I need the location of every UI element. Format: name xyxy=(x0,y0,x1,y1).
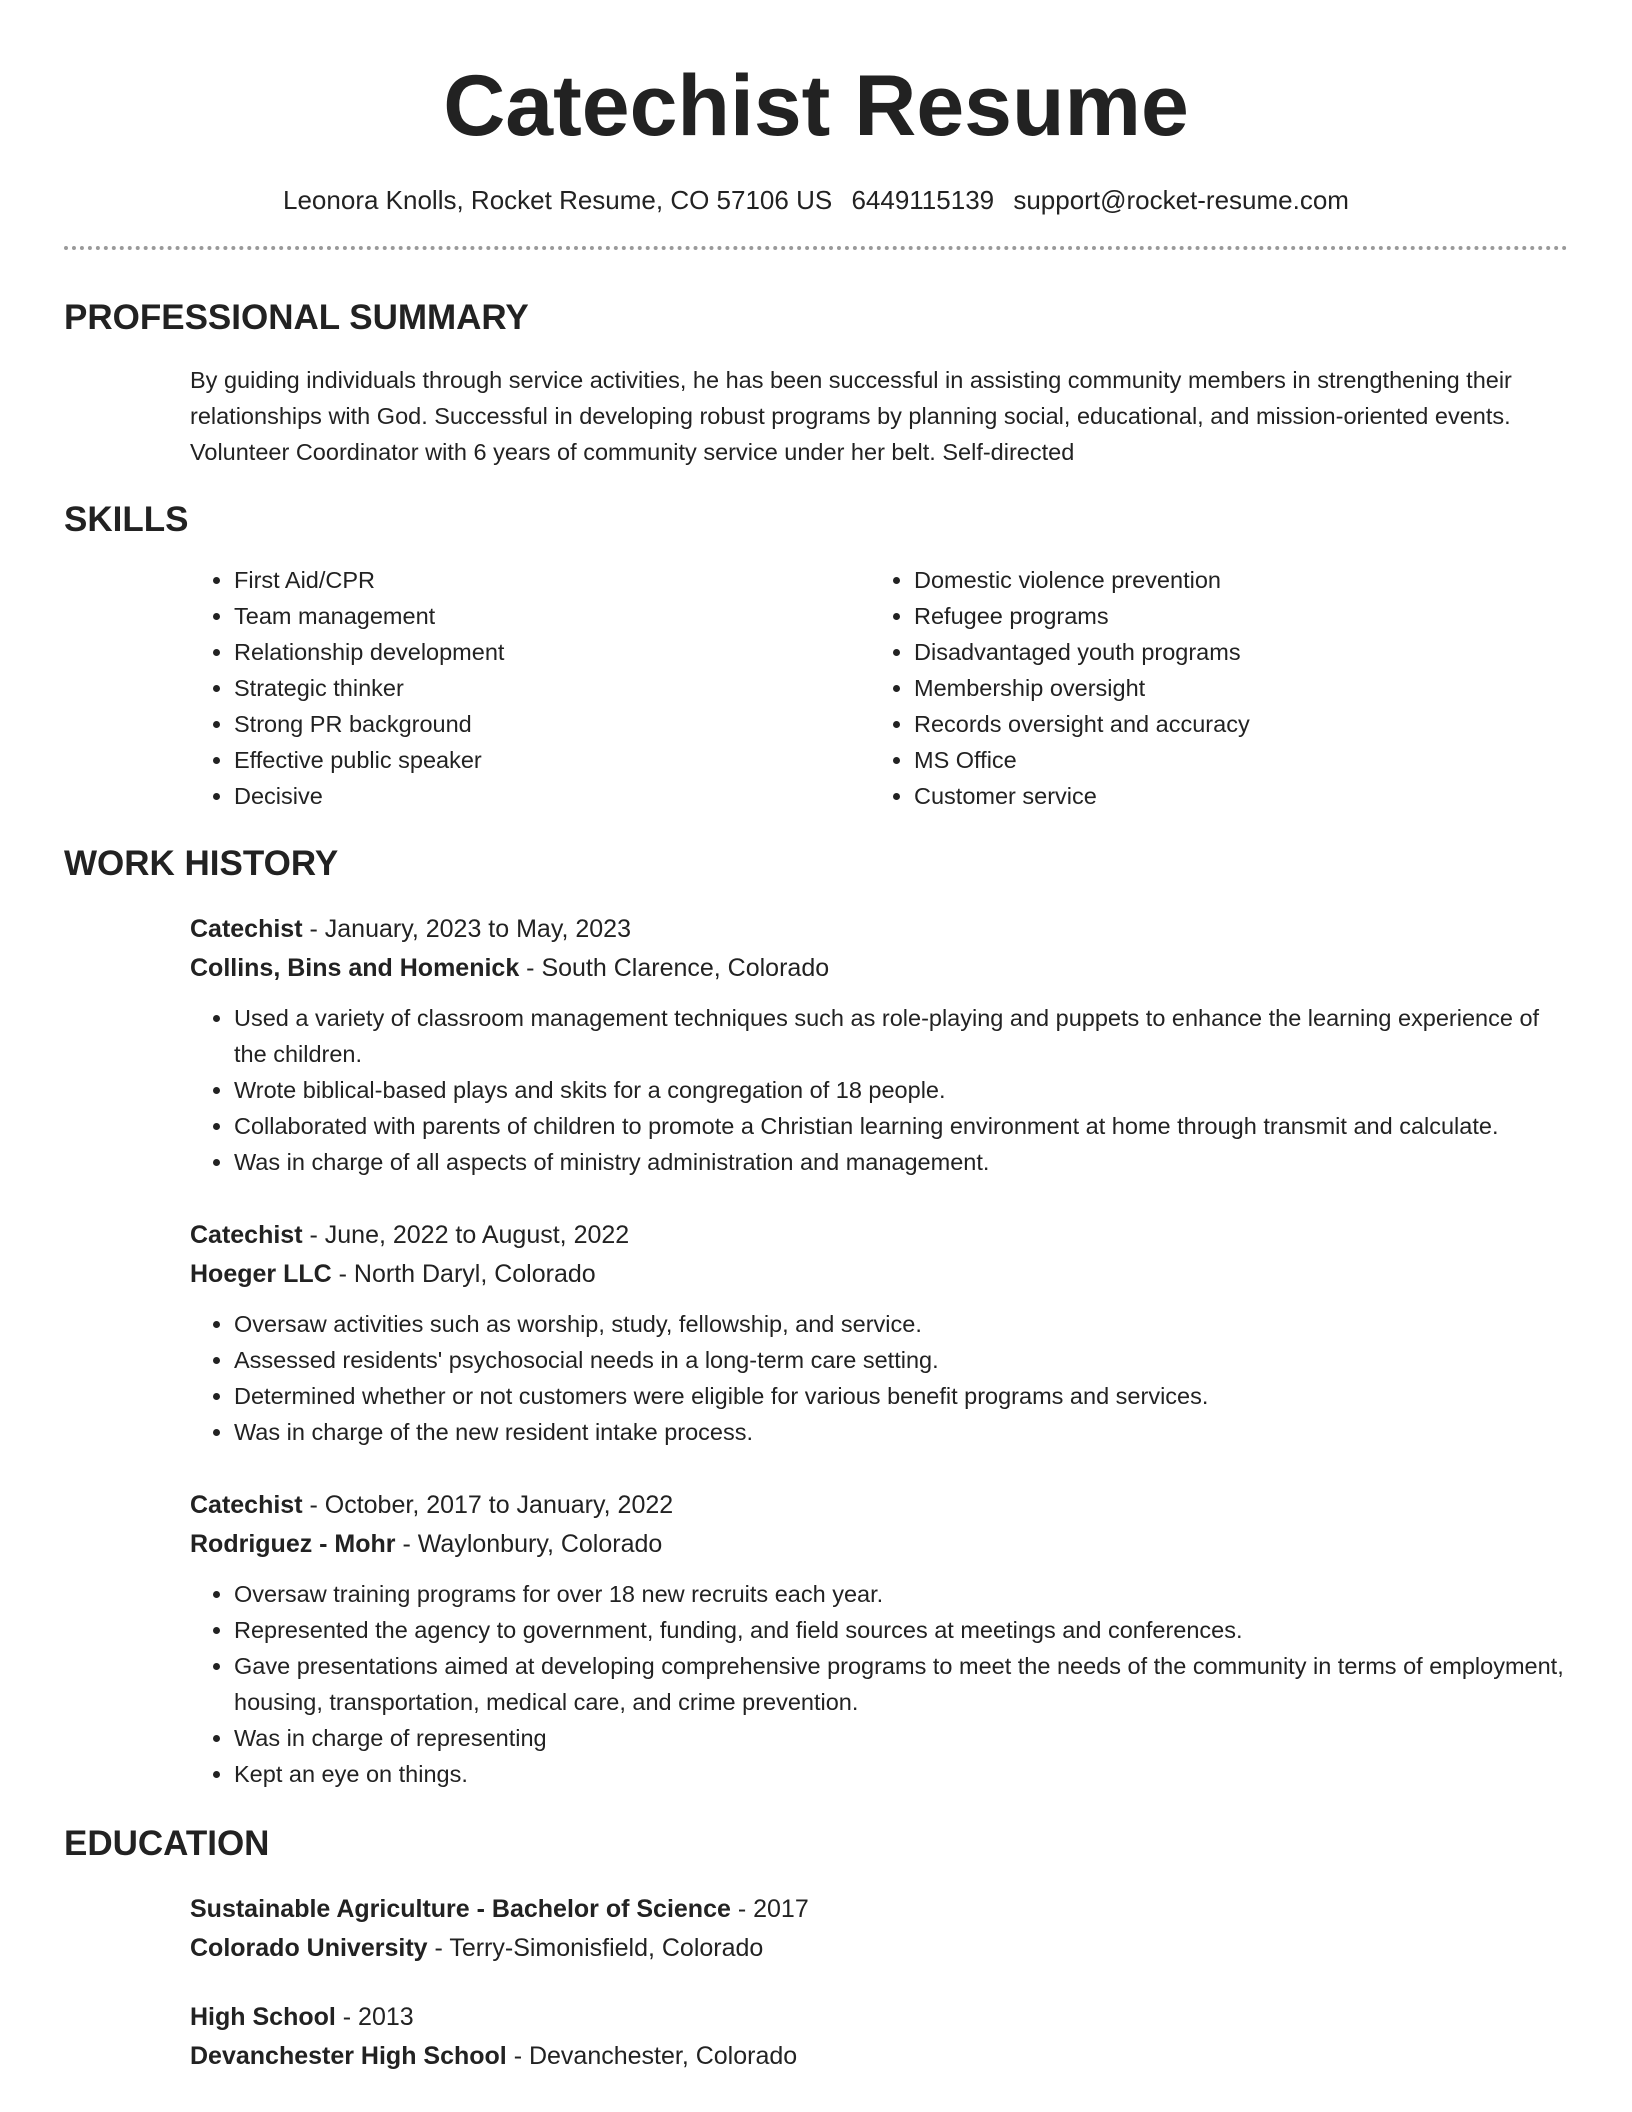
job-title: Catechist xyxy=(190,1221,303,1249)
job-bullet: • Represented the agency to government, funding, and field sources at meetings and conferences. xyxy=(234,1612,1568,1648)
job-bullet: • Oversaw activities such as worship, study, fellowship, and service. xyxy=(234,1306,1568,1342)
job-bullet: • Was in charge of representing xyxy=(234,1720,1568,1756)
job-title-line xyxy=(190,910,1568,949)
header-divider xyxy=(64,246,1568,250)
job-location: - North Daryl, Colorado xyxy=(331,1260,596,1288)
skills-column-right xyxy=(870,562,1550,814)
summary-heading: PROFESSIONAL SUMMARY xyxy=(64,298,529,337)
job-company-line xyxy=(190,1525,1568,1564)
education-entry xyxy=(190,1890,1568,1968)
education-degree-line xyxy=(190,1890,1568,1929)
contact-address: Leonora Knolls, Rocket Resume, CO 57106 US xyxy=(283,185,833,215)
job-company: Collins, Bins and Homenick xyxy=(190,954,520,982)
job-entry xyxy=(190,910,1568,1180)
skill-item: • Strategic thinker xyxy=(234,670,870,706)
job-dates: - October, 2017 to January, 2022 xyxy=(302,1491,674,1519)
job-company: Rodriguez - Mohr xyxy=(190,1530,396,1558)
job-bullet: • Was in charge of all aspects of ministry administration and management. xyxy=(234,1144,1568,1180)
job-bullet: • Oversaw training programs for over 18 new recruits each year. xyxy=(234,1576,1568,1612)
education-heading: EDUCATION xyxy=(64,1824,270,1863)
skills-column-left xyxy=(190,562,870,814)
job-company-line xyxy=(190,1255,1568,1294)
education-degree: High School xyxy=(190,2003,336,2031)
skill-item: • Team management xyxy=(234,598,870,634)
skill-item: • Effective public speaker xyxy=(234,742,870,778)
job-location: - South Clarence, Colorado xyxy=(519,954,830,982)
skill-item: • Domestic violence prevention xyxy=(914,562,1550,598)
job-title: Catechist xyxy=(190,1491,303,1519)
education-degree: Sustainable Agriculture - Bachelor of Science xyxy=(190,1895,731,1923)
job-company: Hoeger LLC xyxy=(190,1260,332,1288)
skill-item: • Refugee programs xyxy=(914,598,1550,634)
skill-item: • Customer service xyxy=(914,778,1550,814)
resume-page xyxy=(64,0,1568,2076)
skill-item: • Membership oversight xyxy=(914,670,1550,706)
education-location: - Terry-Simonisfield, Colorado xyxy=(427,1934,764,1962)
education-degree-line xyxy=(190,1998,1568,2037)
job-entry xyxy=(190,1216,1568,1450)
education-school-line xyxy=(190,2037,1568,2076)
job-bullets xyxy=(190,1000,1568,1180)
skill-item: • Decisive xyxy=(234,778,870,814)
job-bullet: • Assessed residents' psychosocial needs in a long-term care setting. xyxy=(234,1342,1568,1378)
job-bullets xyxy=(190,1576,1568,1792)
job-bullet: • Wrote biblical-based plays and skits for a congregation of 18 people. xyxy=(234,1072,1568,1108)
education-year: - 2013 xyxy=(335,2003,414,2031)
education-location: - Devanchester, Colorado xyxy=(506,2042,798,2070)
skill-item: • MS Office xyxy=(914,742,1550,778)
contact-phone: 6449115139 xyxy=(851,185,995,215)
job-bullet: • Collaborated with parents of children to promote a Christian learning environment at home through transmit and calculate. xyxy=(234,1108,1568,1144)
education-year: - 2017 xyxy=(730,1895,809,1923)
job-bullets xyxy=(190,1306,1568,1450)
contact-line xyxy=(64,182,1568,218)
resume-title: Catechist Resume xyxy=(443,58,1189,154)
education-school: Colorado University xyxy=(190,1934,428,1962)
job-company-line xyxy=(190,949,1568,988)
skills-list xyxy=(190,562,1568,814)
job-bullet: • Kept an eye on things. xyxy=(234,1756,1568,1792)
job-title-line xyxy=(190,1486,1568,1525)
work-history-heading: WORK HISTORY xyxy=(64,844,339,883)
job-title: Catechist xyxy=(190,915,303,943)
job-bullet: • Gave presentations aimed at developing comprehensive programs to meet the needs of the community in terms of employment, housing, transportation, medical care, and crime prevention. xyxy=(234,1648,1568,1720)
summary-text: By guiding individuals through service activities, he has been successful in assisting community members in strengthening their relationships with God. Successful in developing robust programs by planning social, educational, and mission-oriented events. Volunteer Coordinator with 6 years of community service under her belt. Self-directed xyxy=(190,367,1512,465)
skill-item: • Relationship development xyxy=(234,634,870,670)
job-location: - Waylonbury, Colorado xyxy=(395,1530,663,1558)
education-school-line xyxy=(190,1929,1568,1968)
job-title-line xyxy=(190,1216,1568,1255)
job-bullet: • Used a variety of classroom management techniques such as role-playing and puppets to enhance the learning experience of the children. xyxy=(234,1000,1568,1072)
contact-email: support@rocket-resume.com xyxy=(1013,185,1349,215)
education-entry xyxy=(190,1998,1568,2076)
skills-heading: SKILLS xyxy=(64,500,189,539)
skill-item: • Strong PR background xyxy=(234,706,870,742)
job-bullet: • Determined whether or not customers were eligible for various benefit programs and services. xyxy=(234,1378,1568,1414)
skill-item: • Disadvantaged youth programs xyxy=(914,634,1550,670)
job-dates: - January, 2023 to May, 2023 xyxy=(302,915,631,943)
education-school: Devanchester High School xyxy=(190,2042,507,2070)
job-dates: - June, 2022 to August, 2022 xyxy=(302,1221,630,1249)
job-entry xyxy=(190,1486,1568,1792)
skill-item: • Records oversight and accuracy xyxy=(914,706,1550,742)
skill-item: • First Aid/CPR xyxy=(234,562,870,598)
job-bullet: • Was in charge of the new resident intake process. xyxy=(234,1414,1568,1450)
